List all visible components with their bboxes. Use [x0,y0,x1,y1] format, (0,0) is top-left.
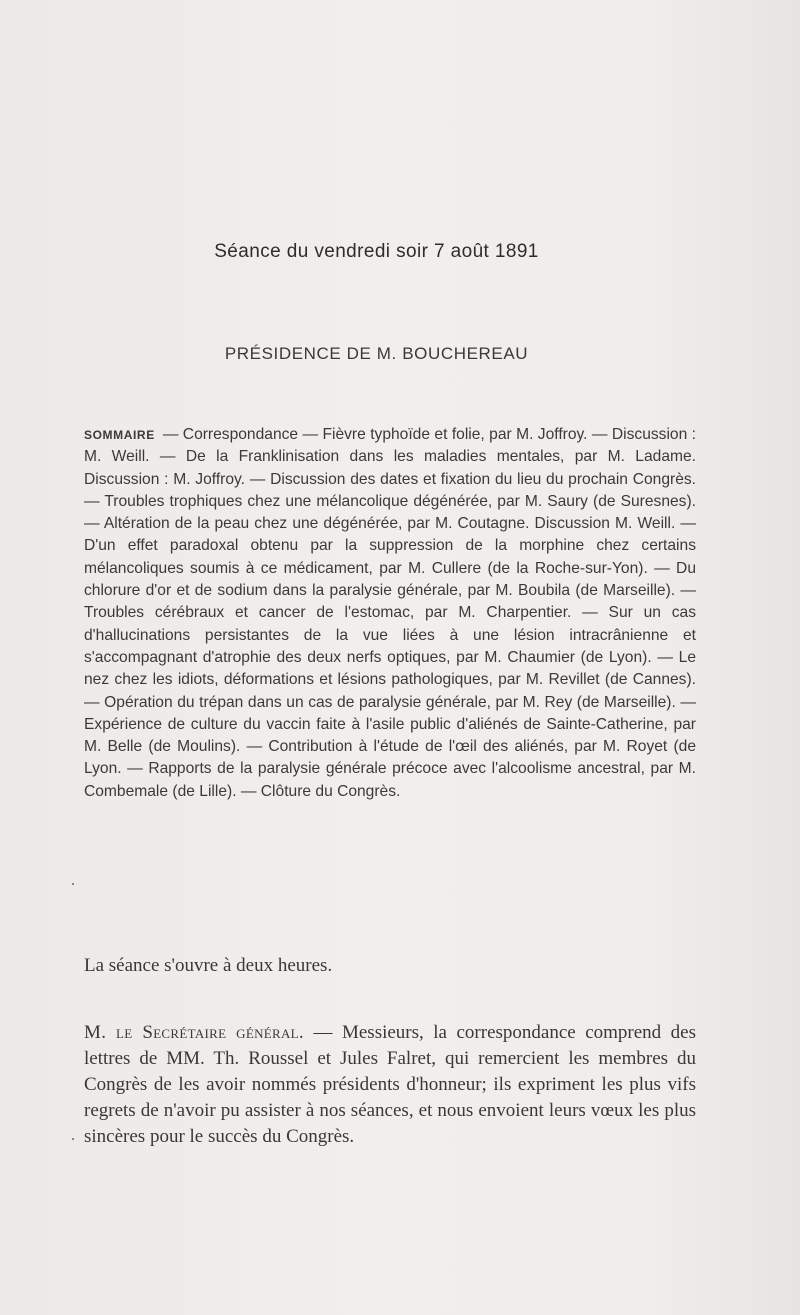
print-speck [72,1138,74,1140]
print-speck [72,883,74,885]
summary-paragraph [84,424,696,803]
summary-text: — Correspondance — Fièvre typhoïde et folie, par M. Joffroy. — Discussion : M. Weill. — De la Franklinisation dans les maladies mentales, par M. Ladame. Discussion : M. Joffroy. — Discussion des dates et fixation du lieu du prochain Congrès. — Troubles trophiques chez une mélancolique dégénérée, par M. Saury (de Suresnes). — Altération de la peau chez une dégénérée, par M. Coutagne. Discussion M. Weill. — D'un effet paradoxal obtenu par la suppression de la morphine chez certains mélancoliques soumis à ce médicament, par M. Cullere (de la Roche-sur-Yon). — Du chlorure d'or et de sodium dans la paralysie générale, par M. Boubila (de Marseille). — Troubles cérébraux et cancer de l'estomac, par M. Charpentier. — Sur un cas d'hallucinations persistantes de la vue liées à une lésion intracrânienne et s'accompagnant d'atrophie des deux nerfs optiques, par M. Chaumier (de Lyon). — Le nez chez les idiots, déformations et lésions pathologiques, par M. Revillet (de Cannes). — Opération du trépan dans un cas de paralysie générale, par M. Rey (de Marseille). — Expérience de culture du vaccin faite à l'asile public d'aliénés de Sainte-Catherine, par M. Belle (de Moulins). — Contribution à l'étude de l'œil des aliénés, par M. Royet (de Lyon. — Rapports de la paralysie générale précoce avec l'alcoolisme ancestral, par M. Combemale (de Lille). — Clôture du Congrès. [84,426,696,800]
speaker-name: M. le Secrétaire général. [84,1022,304,1043]
secretary-statement [84,1020,696,1150]
session-title: Séance du vendredi soir 7 août 1891 [214,241,539,262]
opening-line: La séance s'ouvre à deux heures. [84,955,333,976]
presidency-heading: PRÉSIDENCE DE M. BOUCHEREAU [224,344,529,363]
statement-text: — Messieurs, la correspondance comprend des lettres de MM. Th. Roussel et Jules Falret, qui remercient les membres du Congrès de les avoir nommés présidents d'honneur; ils expriment les plus vifs regrets de n'avoir pu assister à nos séances, et nous envoient leurs vœux les plus sincères pour le succès du Congrès. [84,1022,696,1147]
summary-label: SOMMAIRE [84,428,155,442]
